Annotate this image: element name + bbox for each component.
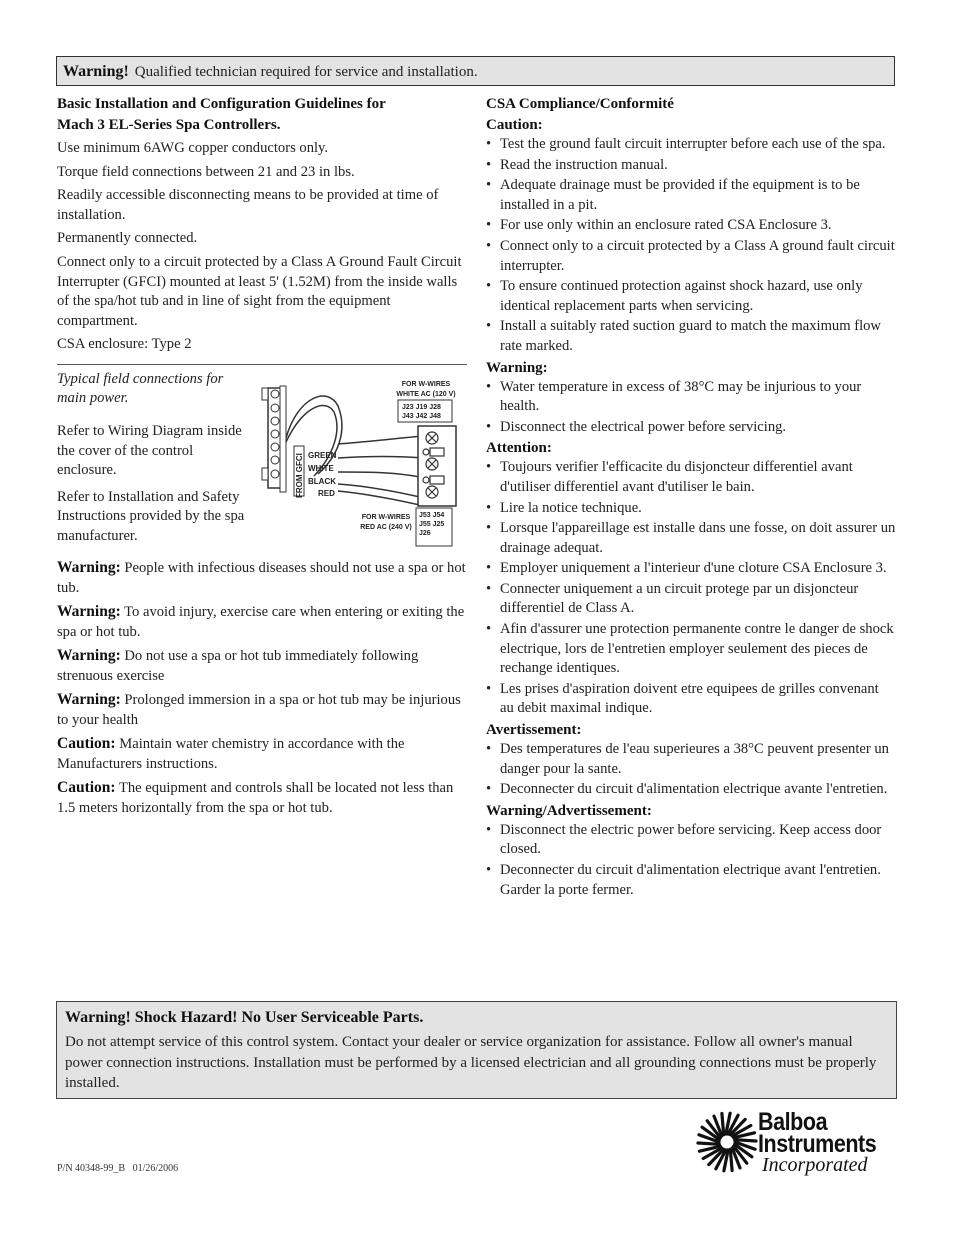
for-w-wires-top-label: FOR W-WIRES	[401, 381, 451, 388]
warning-advertissement-list	[486, 821, 896, 900]
list-item: • Afin d'assurer une protection permanente contre le danger de shock electrique, lors de l'entretien employer seulement des pieces de rechange identiques.	[486, 620, 896, 679]
for-w-wires-bottom-label: FOR W-WIRES	[361, 514, 411, 521]
typical-caption: Typical field connections for main power.	[57, 371, 224, 406]
white-ac-label: WHITE AC (120 V)	[396, 391, 456, 398]
csa-heading: CSA Compliance/Conformité	[486, 96, 674, 112]
list-item: • Water temperature in excess of 38°C may be injurious to your health.	[486, 378, 896, 417]
sunburst-icon	[696, 1108, 758, 1176]
caution-list	[486, 135, 896, 357]
list-item: • Adequate drainage must be provided if the equipment is to be installed in a pit.	[486, 176, 896, 215]
guideline-item: Use minimum 6AWG copper conductors only.	[57, 140, 329, 156]
guideline-item: Torque field connections between 21 and 23 in lbs.	[57, 163, 355, 180]
safety-warning: Warning: People with infectious diseases should not use a spa or hot tub.	[57, 559, 466, 596]
safety-caution: Caution: Maintain water chemistry in accordance with the Manufacturers instructions.	[57, 735, 405, 772]
avertissement-list	[486, 740, 896, 800]
avertissement-heading: Avertissement:	[486, 722, 582, 739]
install-guidelines	[57, 94, 469, 359]
guideline-item: Readily accessible disconnecting means to be provided at time of installation.	[57, 187, 439, 223]
attention-list	[486, 458, 896, 719]
jumper-ids-bottom-row2: J55 J25	[419, 521, 445, 528]
wire-label-black: BLACK	[308, 477, 336, 486]
list-item: • Connect only to a circuit protected by a Class A ground fault circuit interrupter.	[486, 237, 896, 276]
guideline-item: CSA enclosure: Type 2	[57, 336, 192, 353]
attention-heading: Attention:	[486, 440, 552, 457]
section-divider	[57, 364, 467, 365]
warning-list	[486, 378, 896, 438]
jumper-ids-bottom-row3: J26	[419, 530, 431, 537]
safety-warning: Warning: Prolonged immersion in a spa or hot tub may be injurious to your health	[57, 691, 461, 728]
jumper-ids-top-row1: J23 J19 J28	[402, 404, 441, 411]
wire-label-green: GREEN	[308, 451, 337, 460]
from-gfci-label: FROM GFCI	[295, 453, 304, 498]
wiring-diagram	[258, 376, 468, 548]
red-ac-label: RED AC (240 V)	[360, 524, 412, 531]
guideline-item: Permanently connected.	[57, 230, 198, 247]
list-item: • Disconnect the electrical power before servicing.	[486, 418, 896, 438]
list-item: • Install a suitably rated suction guard to match the maximum flow rate marked.	[486, 317, 896, 356]
shock-hazard-box	[56, 1001, 897, 1099]
list-item: • Les prises d'aspiration doivent etre equipees de grilles convenant au debit maximal indique.	[486, 680, 896, 719]
logo-line2: Instruments	[758, 1130, 877, 1158]
top-warning-banner	[56, 56, 895, 86]
logo-line1: Balboa	[758, 1108, 828, 1136]
safety-caution: Caution: The equipment and controls shall be located not less than 1.5 meters horizontally from the spa or hot tub.	[57, 779, 454, 816]
list-item: • To ensure continued protection against shock hazard, use only identical replacement parts when servicing.	[486, 277, 896, 316]
typical-connections	[57, 370, 249, 550]
jumper-ids-top-row2: J43 J42 J48	[402, 413, 441, 420]
top-warning-text: Qualified technician required for service and installation.	[134, 64, 478, 80]
balboa-logo	[696, 1108, 900, 1178]
list-item: • Read the instruction manual.	[486, 156, 896, 176]
jumper-ids-bottom-row1: J53 J54	[419, 512, 445, 519]
caution-heading: Caution:	[486, 117, 543, 133]
list-item: • Connecter uniquement a un circuit protege par un disjoncteur differentiel de Class A.	[486, 580, 896, 619]
safety-warning: Warning: To avoid injury, exercise care when entering or exiting the spa or hot tub.	[57, 603, 465, 640]
shock-hazard-title: Warning! Shock Hazard! No User Serviceable Parts.	[65, 1009, 424, 1026]
warning-heading: Warning:	[486, 359, 548, 376]
refer-wiring: Refer to Wiring Diagram inside the cover of the control enclosure.	[57, 423, 242, 478]
safety-warnings-list	[57, 558, 471, 822]
top-warning-label: Warning!	[63, 63, 129, 80]
shock-hazard-text: Do not attempt service of this control system. Contact your dealer or service organization for assistance. Follow all owner's manual power connection instructions. Installation must be performed by a licensed electrician and all grounding connections must be properly installed.	[65, 1034, 877, 1091]
csa-compliance	[486, 94, 896, 901]
list-item: • For use only within an enclosure rated CSA Enclosure 3.	[486, 216, 896, 236]
list-item: • Des temperatures de l'eau superieures a 38°C peuvent presenter un danger pour la sante.	[486, 740, 896, 779]
guidelines-heading: Basic Installation and Configuration Guidelines for Mach 3 EL-Series Spa Controllers.	[57, 96, 386, 133]
refer-safety: Refer to Installation and Safety Instructions provided by the spa manufacturer.	[57, 488, 245, 544]
list-item: • Employer uniquement a l'interieur d'une cloture CSA Enclosure 3.	[486, 559, 896, 579]
wire-label-white: WHITE	[308, 464, 334, 473]
list-item: • Deconnecter du circuit d'alimentation electrique avante l'entretien.	[486, 780, 896, 800]
list-item: • Toujours verifier l'efficacite du disjoncteur differentiel avant d'utiliser differentiel avant d'utiliser le bain.	[486, 458, 896, 497]
guideline-item: Connect only to a circuit protected by a Class A Ground Fault Circuit Interrupter (GFCI) mounted at least 5' (1.52M) from the inside walls of the spa/hot tub and in line of sight from the equipment compartment.	[57, 253, 462, 329]
list-item: • Disconnect the electric power before servicing. Keep access door closed.	[486, 821, 896, 860]
wire-label-red: RED	[318, 489, 335, 498]
list-item: • Lorsque l'appareillage est installe dans une fosse, on doit assurer un drainage adequat.	[486, 519, 896, 558]
list-item: • Lire la notice technique.	[486, 499, 896, 519]
list-item: • Deconnecter du circuit d'alimentation electrique avant l'entretien. Garder la porte fermer.	[486, 861, 896, 900]
logo-line3: Incorporated	[762, 1154, 868, 1176]
list-item: • Test the ground fault circuit interrupter before each use of the spa.	[486, 135, 896, 155]
warning-advertissement-heading: Warning/Advertissement:	[486, 802, 652, 819]
footer-part-number: P/N 40348-99_B 01/26/2006	[57, 1163, 179, 1174]
safety-warning: Warning: Do not use a spa or hot tub immediately following strenuous exercise	[57, 647, 419, 684]
